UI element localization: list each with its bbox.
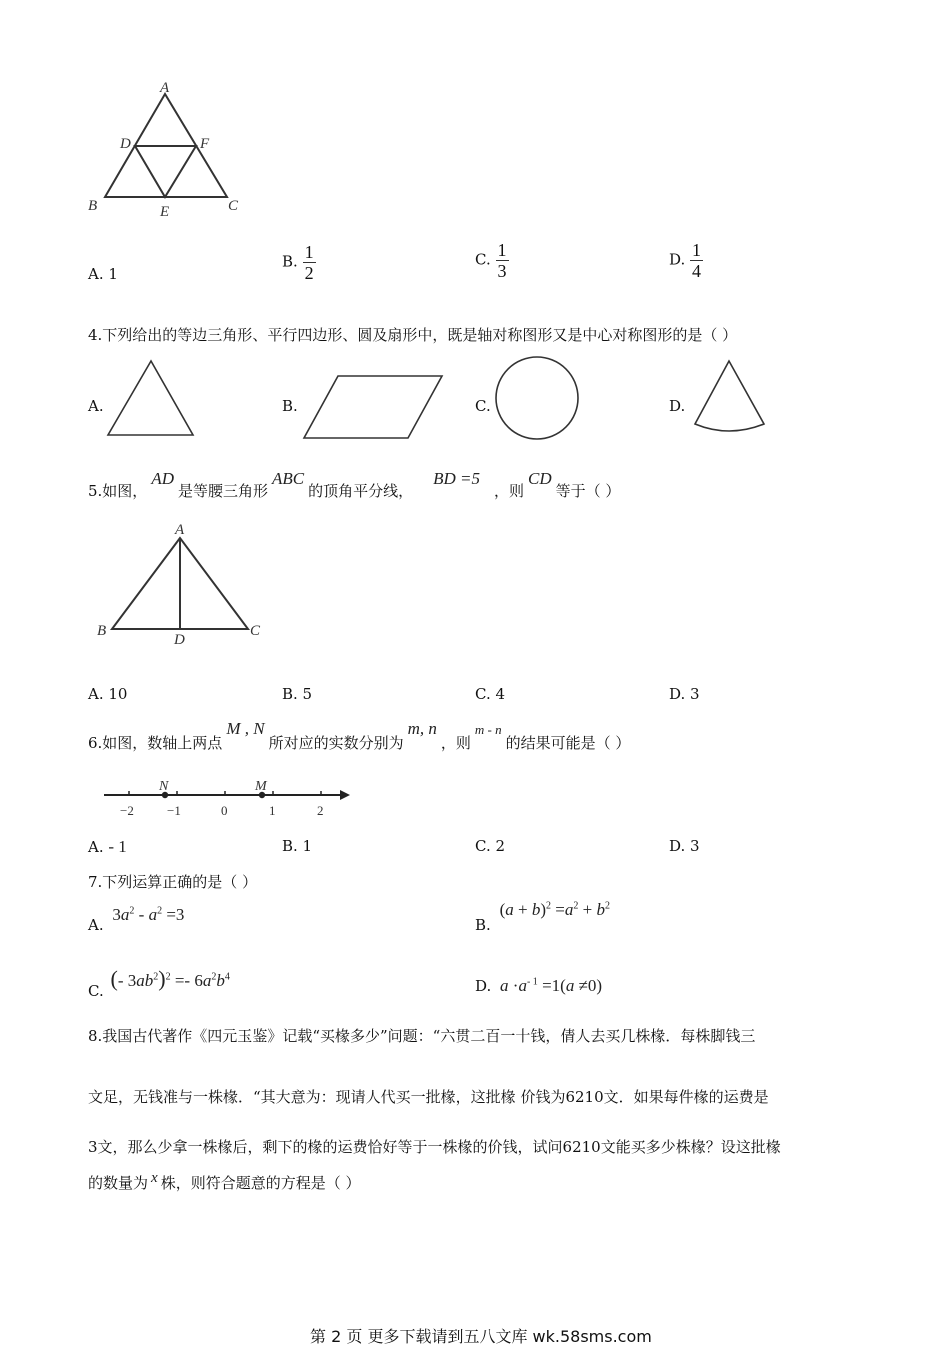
q7-option-c-label: C. <box>88 982 104 1000</box>
tick-1: 1 <box>269 803 276 818</box>
q5-math-ad: AD <box>151 469 174 488</box>
q7-option-d-formula: $a \cdot a^{- 1} =1(a \ne 0)$ <box>500 976 603 995</box>
q6-number-line <box>100 776 354 820</box>
label-c: C <box>228 198 239 214</box>
label-n: N <box>159 779 169 794</box>
label-d: D <box>174 632 185 648</box>
q8-math-x: x <box>151 1170 158 1186</box>
q7-option-a-formula: $3a^2 - a^2 =3$ <box>112 905 185 924</box>
q5-triangle-figure <box>92 518 272 648</box>
tick-minus-1: −1 <box>167 803 181 818</box>
tick-0: 0 <box>221 803 228 818</box>
label-b: B <box>88 198 98 214</box>
q5-text-4: ，则 <box>494 482 525 500</box>
q7-option-c <box>88 966 230 1000</box>
q8-line-3: 3文，那么少拿一株椽后，剩下的椽的运费恰好等于一株椽的价钱，试问6210文能买多少株椽？设这批椽 <box>88 1138 781 1156</box>
q5-option-b: B. 5 <box>282 685 313 703</box>
q8-line-2: 文足，无钱准与一株椽．“其大意为：现请人代买一批椽，这批椽 价钱为6210文．如果每件椽的运费是 <box>88 1088 769 1106</box>
q6-option-b: B. 1 <box>282 837 313 855</box>
q5-option-c: C. 4 <box>475 685 506 703</box>
q6-math-m-n: m, n <box>407 719 437 738</box>
triangle-def <box>135 146 196 197</box>
q4-circle <box>492 354 582 444</box>
q4-parallelogram <box>300 372 446 442</box>
q5-text-2: 是等腰三角形 <box>177 482 268 500</box>
q5-question <box>88 468 621 500</box>
q7-option-a-label: A. <box>88 916 104 934</box>
q6-option-d: D. 3 <box>669 837 700 855</box>
q3-option-d-label: D. <box>669 250 686 269</box>
q4-option-d-label: D. <box>669 397 686 415</box>
numerator: 1 <box>304 242 314 262</box>
q6-text-1: 6.如图，数轴上两点 <box>88 734 223 752</box>
tick-minus-2: −2 <box>120 803 134 818</box>
tick-2: 2 <box>317 803 324 818</box>
q8-line-1: 8.我国古代著作《四元玉鉴》记载“买椽多少”问题：“六贯二百一十钱，倩人去买几株椽．每株脚钱三 <box>88 1027 756 1045</box>
q6-math-difference: m - n <box>474 722 502 737</box>
q5-text-3: 的顶角平分线， <box>308 482 414 500</box>
q5-text-1: 5.如图， <box>88 482 148 500</box>
q3-option-b-label: B. <box>282 252 298 271</box>
q6-text-3: ，则 <box>440 734 471 752</box>
label-a: A <box>175 522 185 538</box>
q3-triangle-figure <box>80 76 260 226</box>
q7-question: 7.下列运算正确的是（ ） <box>88 873 258 891</box>
q4-equilateral-triangle <box>105 358 197 440</box>
q4-sector <box>690 358 770 440</box>
label-e: E <box>160 204 170 220</box>
q6-math-mn: M , N <box>226 719 265 738</box>
q3-option-a-label: A. 1 <box>88 265 118 283</box>
q3-option-a <box>88 265 118 283</box>
denominator: 3 <box>497 261 507 281</box>
q6-question <box>88 718 631 752</box>
q3-option-c-label: C. <box>475 250 491 269</box>
q6-option-a-label: A. <box>88 838 109 856</box>
q7-option-c-formula: (- $3ab^2)^2 =- 6a^2b^4$ <box>110 966 230 991</box>
q5-math-bd: BD =5 <box>433 469 481 488</box>
label-c: C <box>250 623 261 639</box>
q8-line-4 <box>88 1166 361 1192</box>
numerator: 1 <box>692 240 702 260</box>
label-m: M <box>255 779 267 794</box>
q7-option-b-formula: $(a + b)^2 =a^2 + b^2$ <box>499 900 610 919</box>
q5-math-abc: ABC <box>272 469 305 488</box>
q4-option-c-label: C. <box>475 397 491 415</box>
fraction-one-half <box>303 242 316 283</box>
denominator: 4 <box>692 261 702 281</box>
q3-option-c <box>475 240 509 281</box>
q5-math-cd: CD <box>528 469 552 488</box>
q7-option-d-label: D. <box>475 977 492 995</box>
label-f: F <box>200 136 210 152</box>
q4-option-b-label: B. <box>282 397 298 415</box>
label-b: B <box>97 623 107 639</box>
q4-option-a-label: A. <box>88 397 104 415</box>
q8-text-1: 的数量为 <box>88 1174 149 1192</box>
q6-text-2: 所对应的实数分别为 <box>268 734 404 752</box>
fraction-one-third <box>496 240 509 281</box>
label-a: A <box>160 80 170 96</box>
q7-option-b-label: B. <box>475 916 491 934</box>
q6-option-a <box>88 837 127 857</box>
fraction-one-quarter <box>690 240 703 281</box>
q6-text-4: 的结果可能是（ ） <box>505 734 631 752</box>
q8-text-2: 株，则符合题意的方程是（ ） <box>160 1174 361 1192</box>
q5-option-d: D. 3 <box>669 685 700 703</box>
q3-option-d <box>669 240 703 281</box>
q6-option-c: C. 2 <box>475 837 506 855</box>
q5-option-a: A. 10 <box>88 685 128 703</box>
q6-option-a-value: - 1 <box>108 837 127 856</box>
denominator: 2 <box>304 263 314 283</box>
q7-option-a <box>88 905 185 934</box>
q4-question: 4.下列给出的等边三角形、平行四边形、圆及扇形中，既是轴对称图形又是中心对称图形的是（ ） <box>88 326 738 344</box>
q7-option-b <box>475 900 610 934</box>
q3-option-b <box>282 242 316 283</box>
label-d: D <box>120 136 131 152</box>
page-footer: 第 2 页 更多下载请到五八文库 wk.58sms.com <box>310 1327 652 1346</box>
numerator: 1 <box>497 240 507 260</box>
q5-text-5: 等于（ ） <box>555 482 621 500</box>
q7-option-d <box>475 976 602 996</box>
